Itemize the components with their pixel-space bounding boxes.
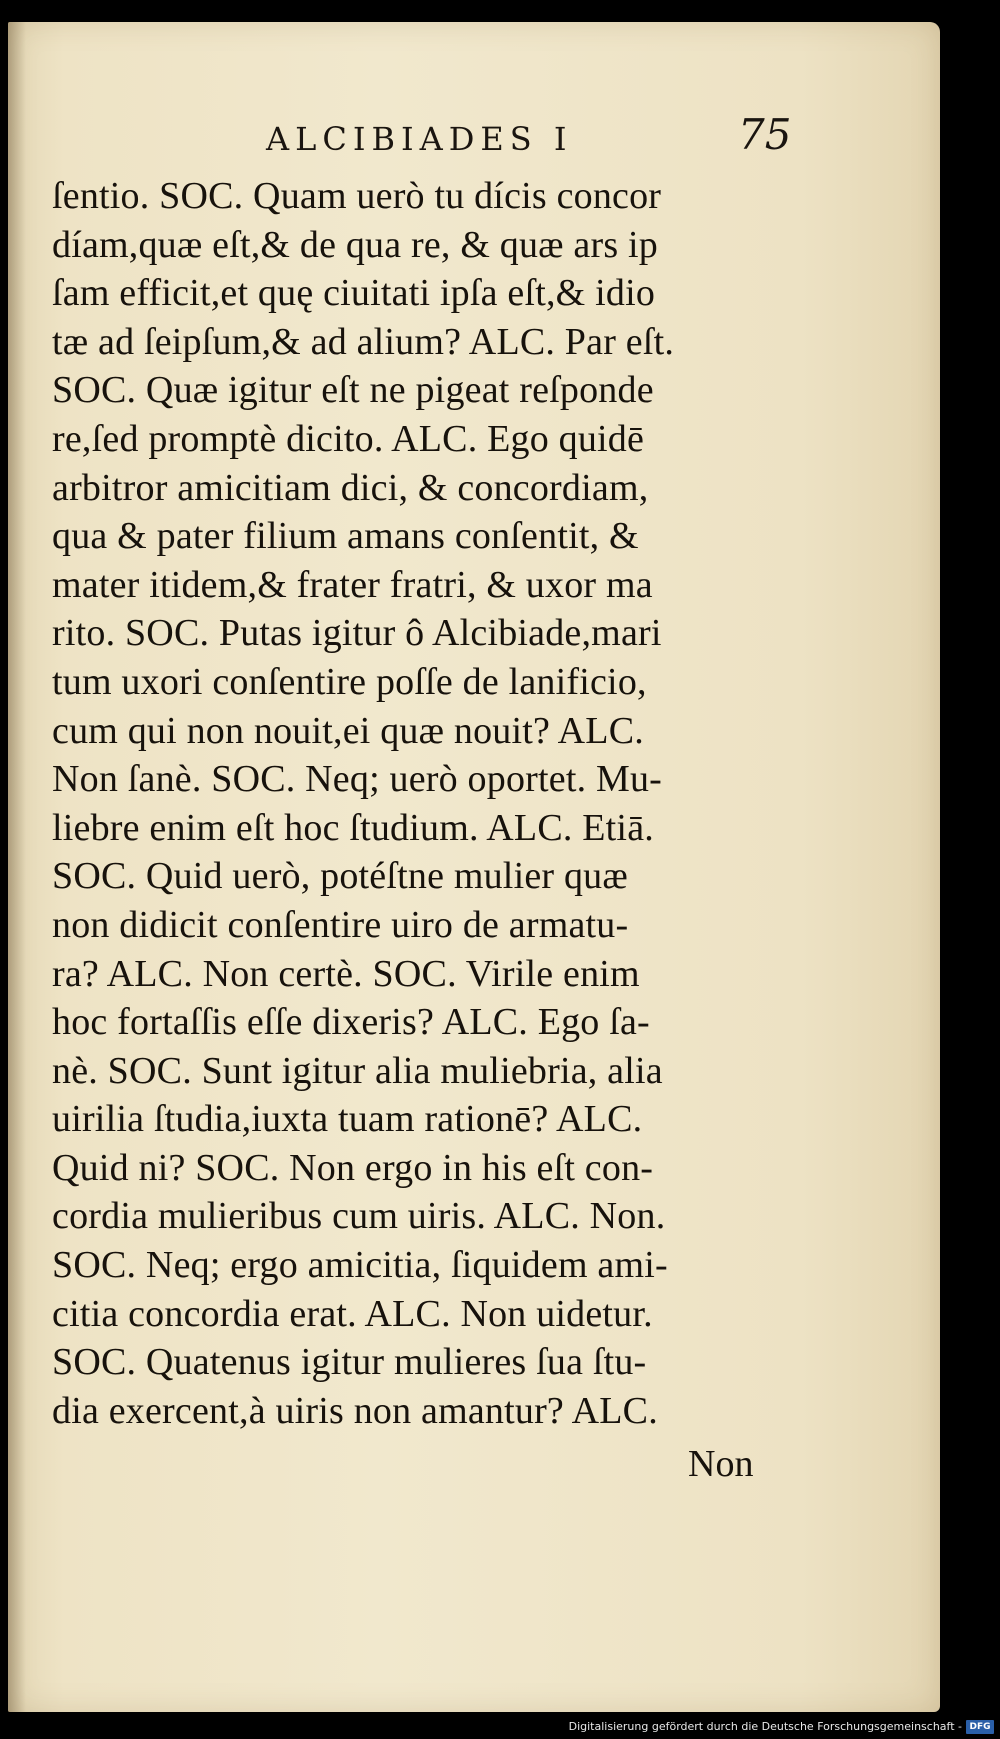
text-line: Non ſanè. SOC. Neq; uerò oportet. Mu-	[52, 758, 663, 801]
page-number: 75	[738, 110, 792, 159]
text-line: SOC. Quatenus igitur mulieres ſua ſtu-	[52, 1341, 647, 1384]
text-line: Quid ni? SOC. Non ergo in his eſt con-	[52, 1146, 654, 1189]
text-line: dia exercent,à uiris non amantur? ALC.	[52, 1389, 658, 1432]
text-line: tum uxori conſentire poſſe de lanificio,	[52, 660, 647, 703]
text-line: arbitror amicitiam dici, & concordiam,	[52, 466, 649, 509]
text-line: SOC. Neq; ergo amicitia, ſiquidem ami-	[52, 1244, 668, 1287]
text-line: ſentio. SOC. Quam uerò tu dícis concor	[52, 175, 662, 217]
text-line: uirilia ſtudia,iuxta tuam rationē? ALC.	[52, 1098, 643, 1141]
dfg-logo-icon: DFG	[966, 1720, 994, 1734]
text-line: ſam efficit,et quę ciuitati ipſa eſt,& idio	[52, 272, 656, 315]
text-line: qua & pater filium amans conſentit, &	[52, 515, 639, 558]
text-line: díam,quæ eſt,& de qua re, & quæ ars ip	[52, 223, 658, 266]
text-line: non didicit conſentire uiro de armatu-	[52, 903, 629, 946]
running-head-title: ALCIBIADES I	[266, 120, 573, 158]
catchword: Non	[688, 1443, 754, 1485]
text-line: ra? ALC. Non certè. SOC. Virile enim	[52, 952, 640, 995]
body-text	[52, 172, 792, 1435]
text-line: cordia mulieribus cum uiris. ALC. Non.	[52, 1195, 666, 1238]
text-line: hoc fortaſſis eſſe dixeris? ALC. Ego ſa-	[52, 1001, 650, 1044]
text-line: rito. SOC. Putas igitur ô Alcibiade,mari	[52, 612, 662, 655]
text-line: tæ ad ſeipſum,& ad alium? ALC. Par eſt.	[52, 320, 675, 363]
text-line: cum qui non nouit,ei quæ nouit? ALC.	[52, 709, 644, 752]
text-line: mater itidem,& frater fratri, & uxor ma	[52, 563, 653, 606]
text-line: SOC. Quæ igitur eſt ne pigeat reſponde	[52, 369, 654, 412]
text-line: re,ſed promptè dicito. ALC. Ego quidē	[52, 417, 645, 460]
footer-credit-text: Digitalisierung gefördert durch die Deutsche Forschungsgemeinschaft -	[568, 1720, 962, 1733]
text-line: nè. SOC. Sunt igitur alia muliebria, alia	[52, 1049, 663, 1092]
digitization-footer	[0, 1713, 1000, 1739]
page-gutter-shadow	[8, 22, 26, 1712]
text-line: citia concordia erat. ALC. Non uidetur.	[52, 1292, 653, 1335]
book-page	[8, 22, 940, 1712]
text-line: liebre enim eſt hoc ſtudium. ALC. Etiā.	[52, 806, 654, 849]
running-head	[56, 110, 792, 170]
text-line: SOC. Quid uerò, potéſtne mulier quæ	[52, 855, 628, 898]
